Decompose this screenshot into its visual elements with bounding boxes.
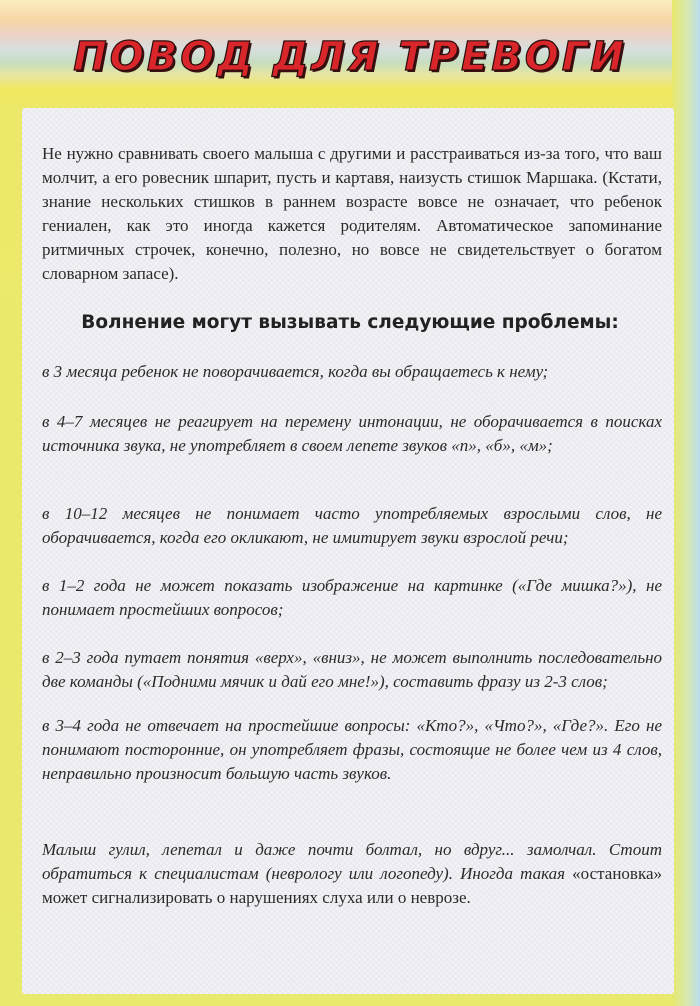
closing-italic-text: Малыш гулил, лепетал и даже почти болтал, но вдруг... замолчал. Стоит обратиться к специалистам (неврологу или логопеду). Иногда такая [42, 840, 662, 883]
problems-heading: Волнение могут вызывать следующие проблемы: [81, 312, 619, 333]
closing-plain-text: «остановка» может сигнализировать о нарушениях слуха или о неврозе. [42, 864, 662, 907]
problem-item: в 3–4 года не отвечает на простейшие вопросы: «Кто?», «Что?», «Где?». Его не понимают посторонние, он употребляет фразы, состоящие не более чем из 4 слов, неправильно произносит большую часть звуков. [42, 716, 662, 783]
rainbow-edge [672, 0, 700, 1006]
poster-title: ПОВОД ДЛЯ ТРЕВОГИ [73, 34, 627, 80]
problem-item: в 2–3 года путает понятия «верх», «вниз», не может выполнить последовательно две команды («Подними мячик и дай его мне!»), составить фразу из 2-3 слов; [42, 648, 662, 691]
problem-item: в 10–12 месяцев не понимает часто употребляемых взрослыми слов, не оборачивается, когда его окликают, не имитирует звуки взрослой речи; [42, 504, 662, 547]
intro-paragraph: Не нужно сравнивать своего малыша с другими и расстраиваться из-за того, что ваш молчит, а его ровесник шпарит, пусть и картавя, наизусть стишок Маршака. (Кстати, знание нескольких стишков в раннем возрасте вовсе не означает, что ребенок гениален, как это иногда кажется родителям. Автоматическое запоминание ритмичных строчек, конечно, полезно, но вовсе не свидетельствует о богатом словарном запасе). [42, 144, 662, 283]
problem-item: в 3 месяца ребенок не поворачивается, когда вы обращаетесь к нему; [42, 362, 549, 381]
problem-item: в 4–7 месяцев не реагирует на перемену интонации, не оборачивается в поисках источника звука, не употребляет в своем лепете звуков «п», «б», «м»; [42, 412, 662, 455]
closing-paragraph [42, 838, 662, 910]
problem-item: в 1–2 года не может показать изображение на картинке («Где мишка?»), не понимает простейших вопросов; [42, 576, 662, 619]
